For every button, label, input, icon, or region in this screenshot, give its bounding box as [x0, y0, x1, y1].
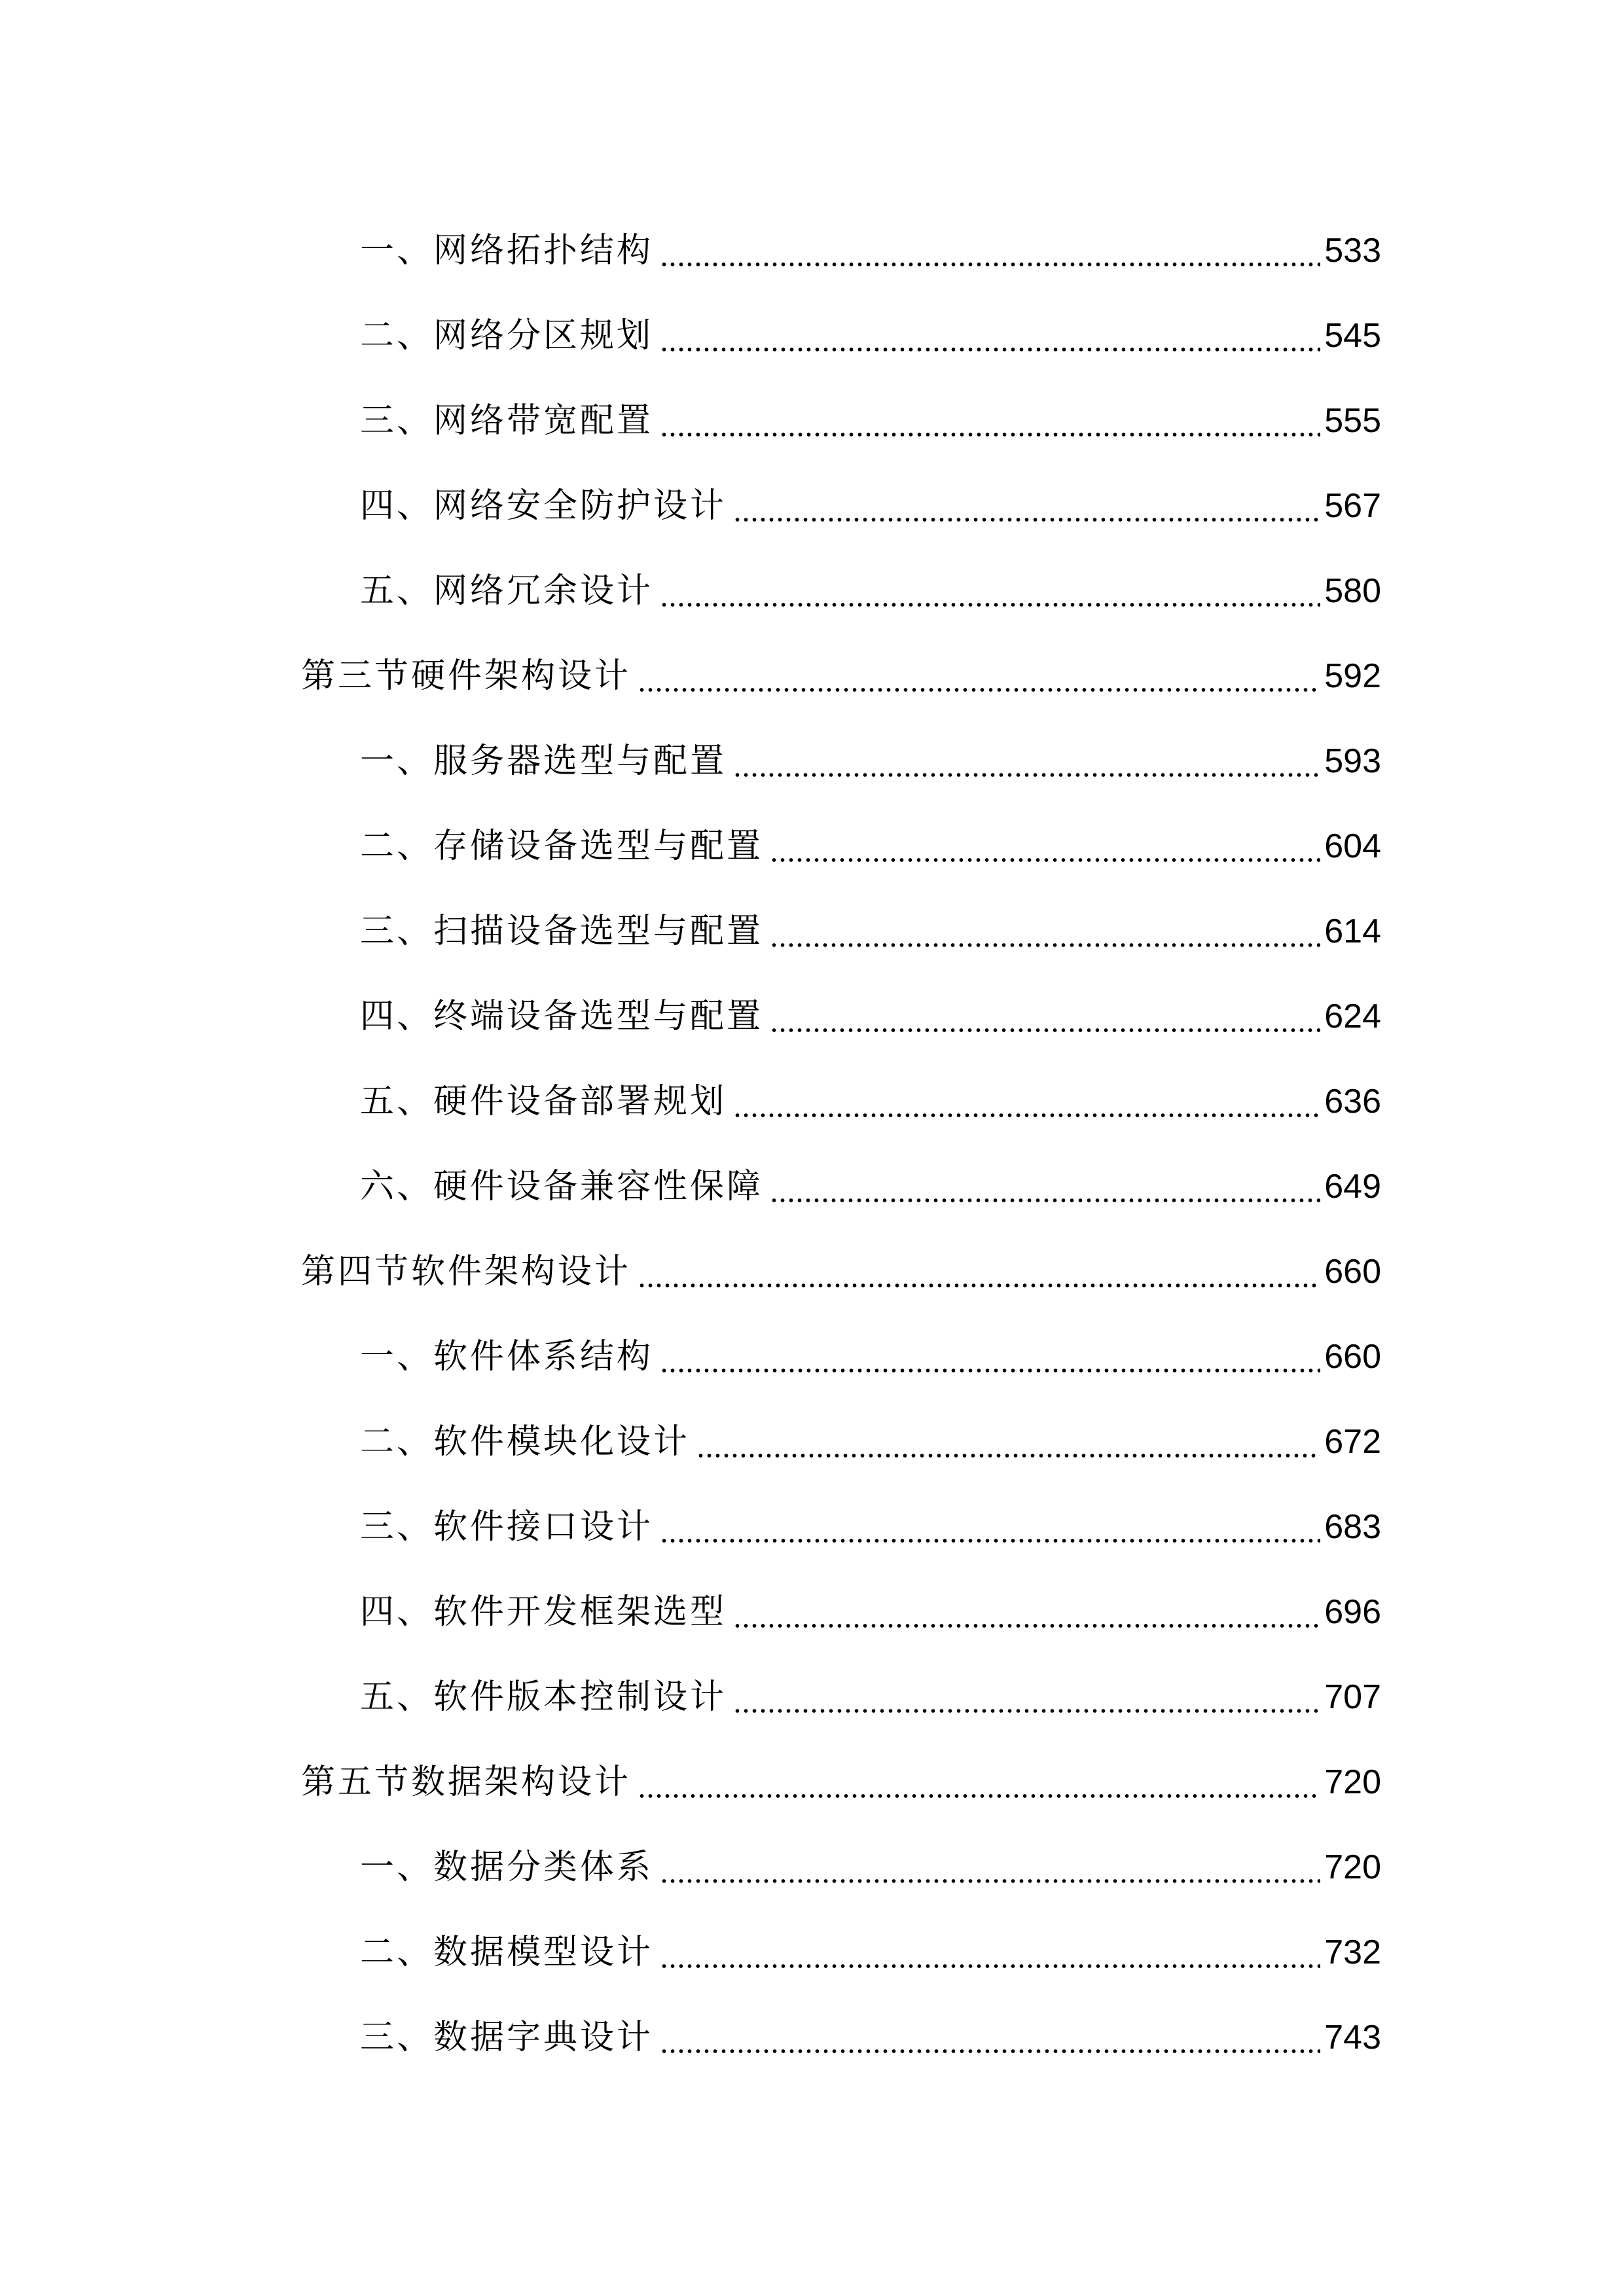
toc-entry-title: 四、软件开发框架选型 — [360, 1592, 727, 1632]
toc-entry[interactable] — [0, 1655, 1624, 1740]
toc-entry-page-number: 614 — [1324, 912, 1381, 950]
toc-entry-title: 一、网络拓扑结构 — [360, 231, 654, 270]
toc-section-entry[interactable] — [0, 1740, 1624, 1825]
toc-entry[interactable] — [0, 804, 1624, 889]
toc-section-entry[interactable] — [0, 1229, 1624, 1314]
toc-entry-page-number: 593 — [1324, 742, 1381, 780]
toc-entry-page-number: 604 — [1324, 827, 1381, 865]
toc-entry[interactable] — [0, 548, 1624, 634]
toc-entry-page-number: 743 — [1324, 2018, 1381, 2056]
toc-entry-title: 一、数据分类体系 — [360, 1848, 654, 1887]
toc-entry[interactable] — [0, 208, 1624, 293]
dot-leader — [733, 489, 1320, 523]
toc-entry[interactable] — [0, 974, 1624, 1059]
dot-leader — [660, 1850, 1320, 1884]
toc-entry-title: 二、软件模块化设计 — [360, 1422, 691, 1462]
dot-leader — [770, 999, 1320, 1033]
toc-entry-page-number: 580 — [1324, 572, 1381, 610]
toc-entry-page-number: 660 — [1324, 1338, 1381, 1376]
toc-entry-title: 一、软件体系结构 — [360, 1337, 654, 1376]
dot-leader — [770, 829, 1320, 863]
toc-entry[interactable] — [0, 1570, 1624, 1655]
toc-entry[interactable] — [0, 1995, 1624, 2080]
dot-leader — [638, 1765, 1320, 1799]
toc-entry-page-number: 672 — [1324, 1423, 1381, 1461]
dot-leader — [660, 2020, 1320, 2054]
toc-entry-page-number: 592 — [1324, 657, 1381, 695]
toc-entry-page-number: 720 — [1324, 1763, 1381, 1801]
toc-entry[interactable] — [0, 1059, 1624, 1144]
toc-entry-title: 二、存储设备选型与配置 — [360, 827, 764, 866]
dot-leader — [733, 1085, 1320, 1119]
toc-entry-page-number: 696 — [1324, 1593, 1381, 1631]
toc-entry-page-number: 707 — [1324, 1678, 1381, 1716]
toc-entry-page-number: 660 — [1324, 1253, 1381, 1291]
toc-entry[interactable] — [0, 378, 1624, 463]
toc-entry[interactable] — [0, 889, 1624, 974]
toc-entry-title: 五、软件版本控制设计 — [360, 1677, 727, 1717]
dot-leader — [660, 574, 1320, 608]
dot-leader — [696, 1425, 1320, 1459]
toc-entry-title: 三、扫描设备选型与配置 — [360, 912, 764, 951]
toc-entry-title: 四、终端设备选型与配置 — [360, 997, 764, 1036]
dot-leader — [660, 1340, 1320, 1374]
toc-entry[interactable] — [0, 1484, 1624, 1570]
dot-leader — [733, 1595, 1320, 1629]
toc-entry-title: 三、网络带宽配置 — [360, 401, 654, 440]
toc-entry-page-number: 567 — [1324, 487, 1381, 525]
dot-leader — [770, 1170, 1320, 1204]
dot-leader — [733, 1680, 1320, 1714]
toc-entry-title: 第四节软件架构设计 — [301, 1252, 632, 1291]
toc-entry-title: 三、数据字典设计 — [360, 2018, 654, 2057]
toc-entry-title: 一、服务器选型与配置 — [360, 742, 727, 781]
toc-entry-title: 五、硬件设备部署规划 — [360, 1082, 727, 1121]
toc-entry-title: 二、网络分区规划 — [360, 316, 654, 355]
toc-entry[interactable] — [0, 1825, 1624, 1910]
toc-entry-title: 六、硬件设备兼容性保障 — [360, 1167, 764, 1206]
toc-entry-page-number: 732 — [1324, 1933, 1381, 1971]
dot-leader — [770, 914, 1320, 948]
table-of-contents — [0, 208, 1624, 2080]
dot-leader — [733, 744, 1320, 778]
toc-entry[interactable] — [0, 1910, 1624, 1995]
toc-entry[interactable] — [0, 293, 1624, 378]
toc-entry-page-number: 624 — [1324, 997, 1381, 1035]
dot-leader — [660, 1510, 1320, 1544]
toc-entry[interactable] — [0, 1314, 1624, 1399]
dot-leader — [660, 234, 1320, 268]
toc-entry[interactable] — [0, 463, 1624, 548]
dot-leader — [638, 1255, 1320, 1289]
toc-entry[interactable] — [0, 1144, 1624, 1229]
toc-entry-page-number: 555 — [1324, 402, 1381, 440]
toc-entry-page-number: 545 — [1324, 317, 1381, 355]
toc-entry-page-number: 636 — [1324, 1083, 1381, 1121]
toc-entry-title: 第三节硬件架构设计 — [301, 656, 632, 696]
toc-entry-title: 二、数据模型设计 — [360, 1933, 654, 1972]
toc-entry-page-number: 683 — [1324, 1508, 1381, 1546]
toc-entry[interactable] — [0, 1399, 1624, 1484]
dot-leader — [660, 404, 1320, 438]
toc-entry-title: 四、网络安全防护设计 — [360, 486, 727, 526]
toc-entry-title: 第五节数据架构设计 — [301, 1763, 632, 1802]
dot-leader — [638, 659, 1320, 693]
dot-leader — [660, 319, 1320, 353]
toc-entry-title: 五、网络冗余设计 — [360, 571, 654, 611]
toc-entry-page-number: 720 — [1324, 1848, 1381, 1886]
toc-section-entry[interactable] — [0, 634, 1624, 719]
toc-entry[interactable] — [0, 719, 1624, 804]
toc-entry-title: 三、软件接口设计 — [360, 1507, 654, 1547]
dot-leader — [660, 1935, 1320, 1969]
toc-entry-page-number: 649 — [1324, 1168, 1381, 1206]
toc-entry-page-number: 533 — [1324, 232, 1381, 270]
